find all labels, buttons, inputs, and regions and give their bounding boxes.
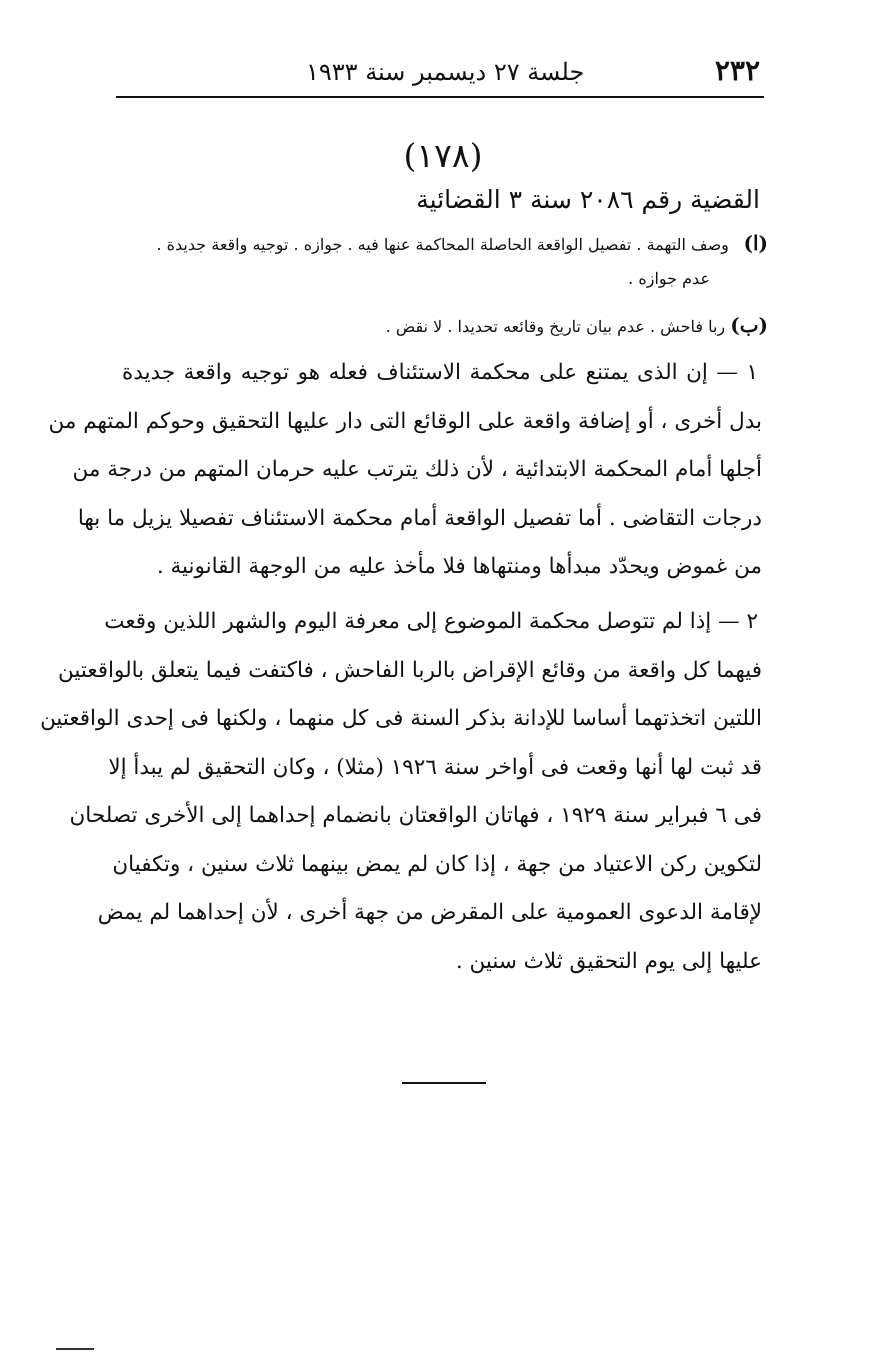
summary-b-marker: (ب) [730, 313, 768, 337]
paragraph-2-line: ٢ — إذا لم تتوصل محكمة الموضوع إلى معرفة اليوم والشهر اللذين وقعت [104, 609, 758, 634]
paragraph-1-line: أجلها أمام المحكمة الابتدائية ، لأن ذلك يترتب عليه حرمان المتهم من درجة من [72, 457, 762, 482]
paragraph-2-line: لتكوين ركن الاعتياد من جهة ، إذا كان لم يمض بينهما ثلاث سنين ، وتكفيان [112, 851, 762, 877]
paragraph-2 [40, 598, 762, 986]
paragraph-1-line: درجات التقاضى . أما تفصيل الواقعة أمام محكمة الاستئناف تفصيلا يزيل ما بها [77, 505, 762, 531]
case-number: (١٧٨) [403, 136, 483, 175]
summary-point-a [118, 226, 768, 296]
paragraph-1-line: من غموض ويحدّد مبدأها ومنتهاها فلا مأخذ عليه من الوجهة القانونية . [156, 554, 762, 579]
paragraph-1 [48, 349, 762, 592]
end-rule [402, 1082, 486, 1084]
paragraph-2-line: اللتين اتخذتهما أساسا للإدانة بذكر السنة فى كل منهما ، ولكنها فى إحدى الواقعتين [40, 706, 762, 731]
paragraph-2-line: لإقامة الدعوى العمومية على المقرض من جهة أخرى ، لأن إحداهما لم يمض [97, 900, 762, 925]
summary-a-text: وصف التهمة . تفصيل الواقعة الحاصلة المحاكمة عنها فيه . جوازه . توجيه واقعة جديدة . [156, 235, 729, 254]
page-header [116, 52, 762, 96]
header-rule [116, 96, 764, 98]
summary-a-line-1 [118, 226, 768, 262]
summary-a-marker: (ا) [743, 231, 768, 255]
summary-b-line [118, 308, 768, 344]
scan-edge-mark [56, 1348, 94, 1350]
paragraph-2-line: فيهما كل واقعة من وقائع الإقراض بالربا الفاحش ، فاكتفت فيما يتعلق بالواقعتين [58, 657, 762, 683]
page-number: ٢٣٢ [714, 54, 760, 87]
running-head: جلسة ٢٧ ديسمبر سنة ١٩٣٣ [306, 58, 585, 86]
summary-a-line-2: عدم جوازه . [628, 269, 710, 288]
case-title: القضية رقم ٢٠٨٦ سنة ٣ القضائية [416, 185, 760, 214]
paragraph-2-line: قد ثبت لها أنها وقعت فى أواخر سنة ١٩٢٦ (مثلا) ، وكان التحقيق لم يبدأ إلا [108, 754, 762, 780]
paragraph-1-line: بدل أخرى ، أو إضافة واقعة على الوقائع التى دار عليها التحقيق وحوكم المتهم من [48, 408, 762, 434]
paragraph-2-line: فى ٦ فبراير سنة ١٩٢٩ ، فهاتان الواقعتان بانضمام إحداهما إلى الأخرى تصلحان [69, 803, 762, 828]
paragraph-2-line: عليها إلى يوم التحقيق ثلاث سنين . [455, 948, 762, 974]
paragraph-1-line: ١ — إن الذى يمتنع على محكمة الاستئناف فعله هو توجيه واقعة جديدة [122, 360, 758, 385]
summary-b-text: ربا فاحش . عدم بيان تاريخ وقائعه تحديدا . لا نقض . [385, 317, 726, 336]
summary-point-b [118, 308, 768, 344]
